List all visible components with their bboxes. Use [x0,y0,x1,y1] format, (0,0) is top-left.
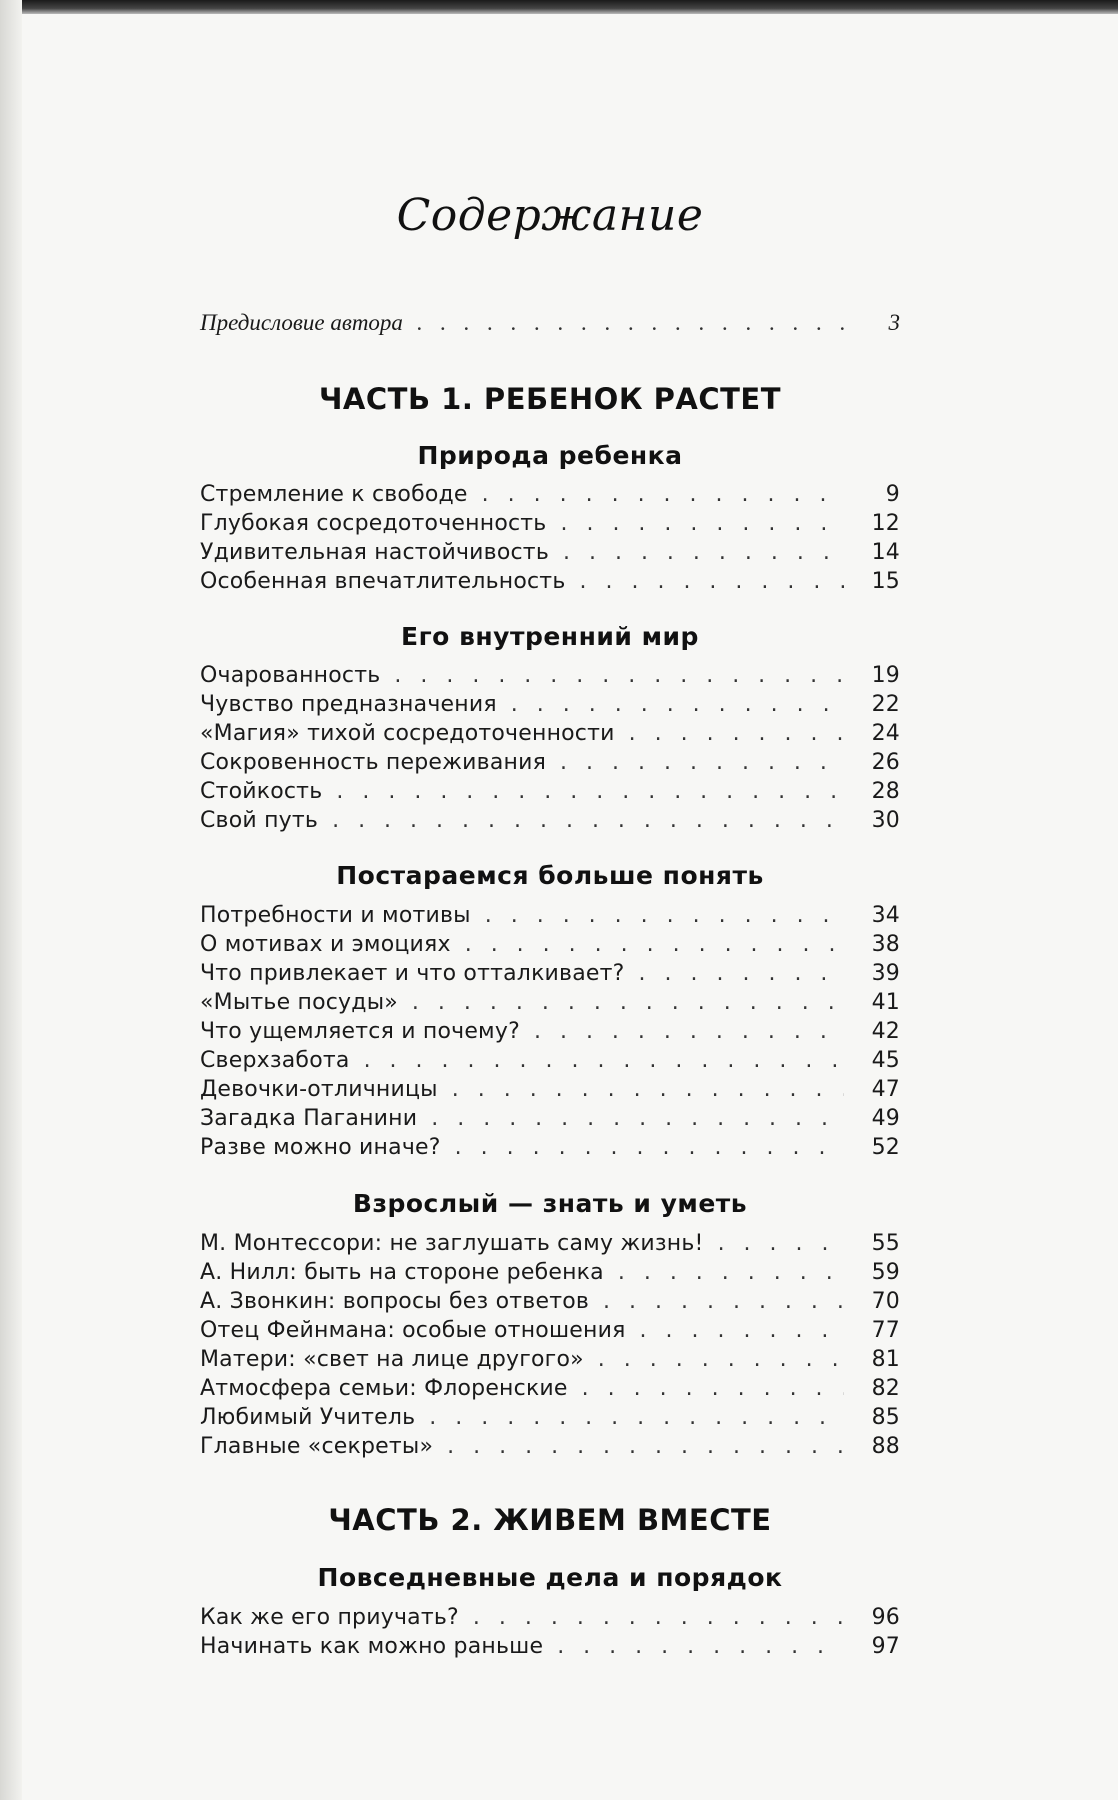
entry-label: Что ущемляется и почему? [200,1019,520,1044]
toc-entry[interactable] [200,1135,900,1164]
preface-label: Предисловие автора [200,310,403,335]
entry-label: Любимый Учитель [200,1405,416,1430]
toc-entry[interactable] [200,1634,900,1663]
entry-page-number: 81 [871,1347,900,1372]
dot-leader [429,1405,844,1430]
toc-entry[interactable] [200,1605,900,1634]
dot-leader [473,1605,844,1630]
section-entries [200,1231,900,1463]
dot-leader [465,932,844,957]
entry-page-number: 34 [871,903,900,928]
entry-label: А. Нилл: быть на стороне ребенка [200,1260,604,1285]
toc-entry[interactable] [200,932,900,961]
scan-left-shadow [0,0,22,1800]
entry-label: Что привлекает и что отталкивает? [200,961,625,986]
entry-label: Стремление к свободе [200,482,468,507]
toc-entry[interactable] [200,1077,900,1106]
toc-entry[interactable] [200,750,900,779]
toc-entry[interactable] [200,1434,900,1463]
dot-leader [598,1347,844,1372]
entry-page-number: 82 [871,1376,900,1401]
dot-leader [582,1376,844,1401]
toc-entry[interactable] [200,1376,900,1405]
entry-label: М. Монтессори: не заглушать саму жизнь! [200,1231,704,1256]
dot-leader [332,808,844,833]
entry-page-number: 85 [871,1405,900,1430]
entry-label: Начинать как можно раньше [200,1634,544,1659]
entry-page-number: 12 [871,511,900,536]
dot-leader [417,310,844,336]
entry-label: Сверхзабота [200,1048,350,1073]
entry-page-number: 77 [871,1318,900,1343]
entry-label: Матери: «свет на лице другого» [200,1347,584,1372]
dot-leader [431,1106,844,1131]
dot-leader [394,663,844,688]
entry-label: Стойкость [200,779,323,804]
toc-entry[interactable] [200,482,900,511]
toc-entry[interactable] [200,511,900,540]
entry-page-number: 49 [871,1106,900,1131]
entry-page-number: 42 [871,1019,900,1044]
dot-leader [618,1260,844,1285]
section-entries [200,663,900,837]
entry-page-number: 28 [871,779,900,804]
entry-label: Главные «секреты» [200,1434,434,1459]
entry-page-number: 45 [871,1048,900,1073]
toc-entry[interactable] [200,808,900,837]
entry-label: Отец Фейнмана: особые отношения [200,1318,626,1343]
entry-label: Глубокая сосредоточенность [200,511,547,536]
section-entries [200,1605,900,1663]
entry-page-number: 15 [871,569,900,594]
dot-leader [560,511,844,536]
dot-leader [563,540,844,565]
toc-entry[interactable] [200,1106,900,1135]
preface-page-number: 3 [888,310,900,335]
entry-label: А. Звонкин: вопросы без ответов [200,1289,590,1314]
dot-leader [603,1289,844,1314]
dot-leader [511,692,844,717]
entry-label: «Магия» тихой сосредоточенности [200,721,615,746]
dot-leader [452,1077,844,1102]
toc-entry[interactable] [200,1260,900,1289]
entry-label: Разве можно иначе? [200,1135,441,1160]
entry-page-number: 38 [871,932,900,957]
toc-entry[interactable] [200,1019,900,1048]
section-title: Взрослый — знать и уметь [352,1189,748,1218]
toc-entry[interactable] [200,663,900,692]
toc-entry[interactable] [200,990,900,1019]
toc-entry[interactable] [200,1289,900,1318]
dot-leader [560,750,844,775]
entry-label: Особенная впечатлительность [200,569,566,594]
dot-leader [412,990,844,1015]
entry-page-number: 97 [871,1634,900,1659]
entry-label: Потребности и мотивы [200,903,471,928]
dot-leader [364,1048,844,1073]
toc-entry[interactable] [200,961,900,990]
toc-entry[interactable] [200,1347,900,1376]
entry-label: Девочки-отличницы [200,1077,438,1102]
part-1-title: ЧАСТЬ 1. РЕБЕНОК РАСТЕТ [319,382,781,416]
dot-leader [580,569,845,594]
toc-entry[interactable] [200,1318,900,1347]
entry-page-number: 39 [871,961,900,986]
dot-leader [336,779,844,804]
entry-page-number: 55 [871,1231,900,1256]
toc-entry[interactable] [200,903,900,932]
dot-leader [455,1135,844,1160]
entry-page-number: 9 [885,482,900,507]
entry-page-number: 41 [871,990,900,1015]
entry-page-number: 22 [871,692,900,717]
dot-leader [485,903,844,928]
entry-label: О мотивах и эмоциях [200,932,451,957]
toc-entry[interactable] [200,569,900,598]
entry-page-number: 26 [871,750,900,775]
toc-page [200,0,900,1800]
preface-entry[interactable] [200,310,900,336]
entry-page-number: 14 [871,540,900,565]
entry-page-number: 88 [871,1434,900,1459]
entry-page-number: 19 [871,663,900,688]
toc-entry[interactable] [200,692,900,721]
dot-leader [640,1318,844,1343]
entry-page-number: 24 [871,721,900,746]
entry-label: Сокровенность переживания [200,750,547,775]
dot-leader [482,482,844,507]
entry-label: Чувство предназначения [200,692,497,717]
entry-label: Очарованность [200,663,381,688]
entry-label: Как же его приучать? [200,1605,459,1630]
section-entries [200,482,900,598]
dot-leader [557,1634,844,1659]
section-title: Природа ребенка [417,441,683,470]
entry-label: Загадка Паганини [200,1106,418,1131]
toc-entry[interactable] [200,1048,900,1077]
dot-leader [639,961,844,986]
entry-page-number: 70 [871,1289,900,1314]
dot-leader [534,1019,844,1044]
section-title: Повседневные дела и порядок [317,1563,783,1592]
entry-label: Атмосфера семьи: Флоренские [200,1376,568,1401]
entry-page-number: 59 [871,1260,900,1285]
toc-entry[interactable] [200,540,900,569]
entry-label: «Мытье посуды» [200,990,398,1015]
entry-page-number: 30 [871,808,900,833]
section-entries [200,903,900,1164]
dot-leader [447,1434,844,1459]
toc-entry[interactable] [200,1231,900,1260]
page-title: Содержание [396,190,704,241]
entry-page-number: 96 [871,1605,900,1630]
toc-entry[interactable] [200,721,900,750]
dot-leader [629,721,844,746]
section-title: Постараемся больше понять [336,861,764,890]
dot-leader [718,1231,844,1256]
entry-label: Удивительная настойчивость [200,540,549,565]
part-2-title: ЧАСТЬ 2. ЖИВЕМ ВМЕСТЕ [328,1503,772,1537]
entry-page-number: 52 [871,1135,900,1160]
section-title: Его внутренний мир [401,622,699,651]
entry-page-number: 47 [871,1077,900,1102]
toc-entry[interactable] [200,779,900,808]
toc-entry[interactable] [200,1405,900,1434]
entry-label: Свой путь [200,808,319,833]
